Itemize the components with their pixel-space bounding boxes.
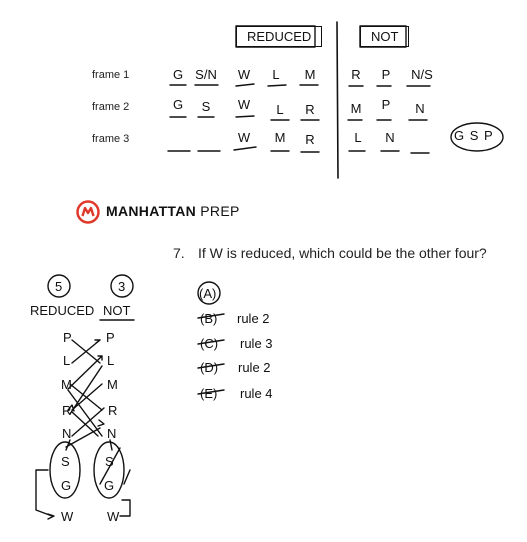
frame-2-reduced-slot: W <box>237 97 251 112</box>
right-m: M <box>107 377 118 392</box>
frame-3-reduced-slot: W <box>237 130 251 145</box>
left-p: P <box>63 330 72 345</box>
strike-b <box>198 314 224 318</box>
frame-3-reduced-slot: M <box>274 130 286 145</box>
frame-1-not-slot: N/S <box>411 67 433 82</box>
not-count: 3 <box>118 279 126 294</box>
frame-2-reduced-slot: L <box>276 102 284 117</box>
option-d: (D) <box>200 360 219 375</box>
divider-line <box>337 22 338 178</box>
frame-3-label: frame 3 <box>92 133 130 145</box>
frame-1-label: frame 1 <box>92 69 130 81</box>
option-a: (A) <box>199 286 217 301</box>
frame-1-reduced-slot: W <box>237 67 251 82</box>
left-l: L <box>63 353 71 368</box>
right-n: N <box>107 426 117 441</box>
frame-1-not-slot: R <box>351 67 361 82</box>
frame-3-not-slot: L <box>354 130 362 145</box>
option-a-circle <box>198 282 220 304</box>
gsp-label: G S P <box>454 128 494 143</box>
frame-2-reduced-slot: S <box>201 99 211 114</box>
left-oval-g: G <box>61 478 72 493</box>
frame-2-not-slot: N <box>415 101 425 116</box>
gsp-oval <box>451 123 503 151</box>
frame-1-reduced-slot: S/N <box>195 67 217 82</box>
not-heading: NOT <box>103 303 131 318</box>
option-b: (B) <box>200 311 218 326</box>
frame-2-reduced-slot: G <box>172 97 184 112</box>
frame-1-reduced-slot: G <box>172 67 184 82</box>
option-d-rule: rule 2 <box>238 360 271 375</box>
right-w: W <box>107 509 120 524</box>
option-c-rule: rule 3 <box>240 336 273 351</box>
left-n: N <box>62 426 72 441</box>
right-oval-g: G <box>104 478 115 493</box>
frame-2-not-slot: P <box>381 97 391 112</box>
frame-1-reduced-slot: L <box>272 67 280 82</box>
left-m: M <box>61 377 72 392</box>
strike-e <box>198 390 224 394</box>
frame-1-reduced-slot: M <box>304 67 316 82</box>
question-text: If W is reduced, which could be the other four? <box>198 245 487 261</box>
strike-c <box>198 340 224 344</box>
frame-2-reduced-slot: R <box>305 102 315 117</box>
frame-3-not-slot: N <box>385 130 395 145</box>
strike-d <box>198 364 224 368</box>
not-box-outline <box>360 26 406 47</box>
left-w: W <box>61 509 74 524</box>
left-r: R <box>62 403 72 418</box>
brand-name: MANHATTAN <box>106 203 197 219</box>
option-e-rule: rule 4 <box>240 386 273 401</box>
question-number: 7. <box>173 245 185 261</box>
option-e: (E) <box>200 386 218 401</box>
reduced-header: REDUCED <box>236 26 322 47</box>
right-oval-s: S <box>105 454 114 469</box>
frame-2-not-slot: M <box>350 101 362 116</box>
right-l: L <box>107 353 115 368</box>
reduced-heading: REDUCED <box>30 303 95 318</box>
frame-2-label: frame 2 <box>92 101 130 113</box>
reduced-count: 5 <box>55 279 63 294</box>
brand-suffix: PREP <box>200 203 240 219</box>
reduced-box-outline <box>236 26 315 47</box>
frame-3-reduced-slot: R <box>305 132 315 147</box>
right-p: P <box>106 330 115 345</box>
left-oval-s: S <box>61 454 70 469</box>
option-c: (C) <box>200 336 219 351</box>
option-b-rule: rule 2 <box>237 311 270 326</box>
not-header: NOT <box>360 26 409 47</box>
frame-1-not-slot: P <box>381 67 391 82</box>
right-r: R <box>108 403 118 418</box>
